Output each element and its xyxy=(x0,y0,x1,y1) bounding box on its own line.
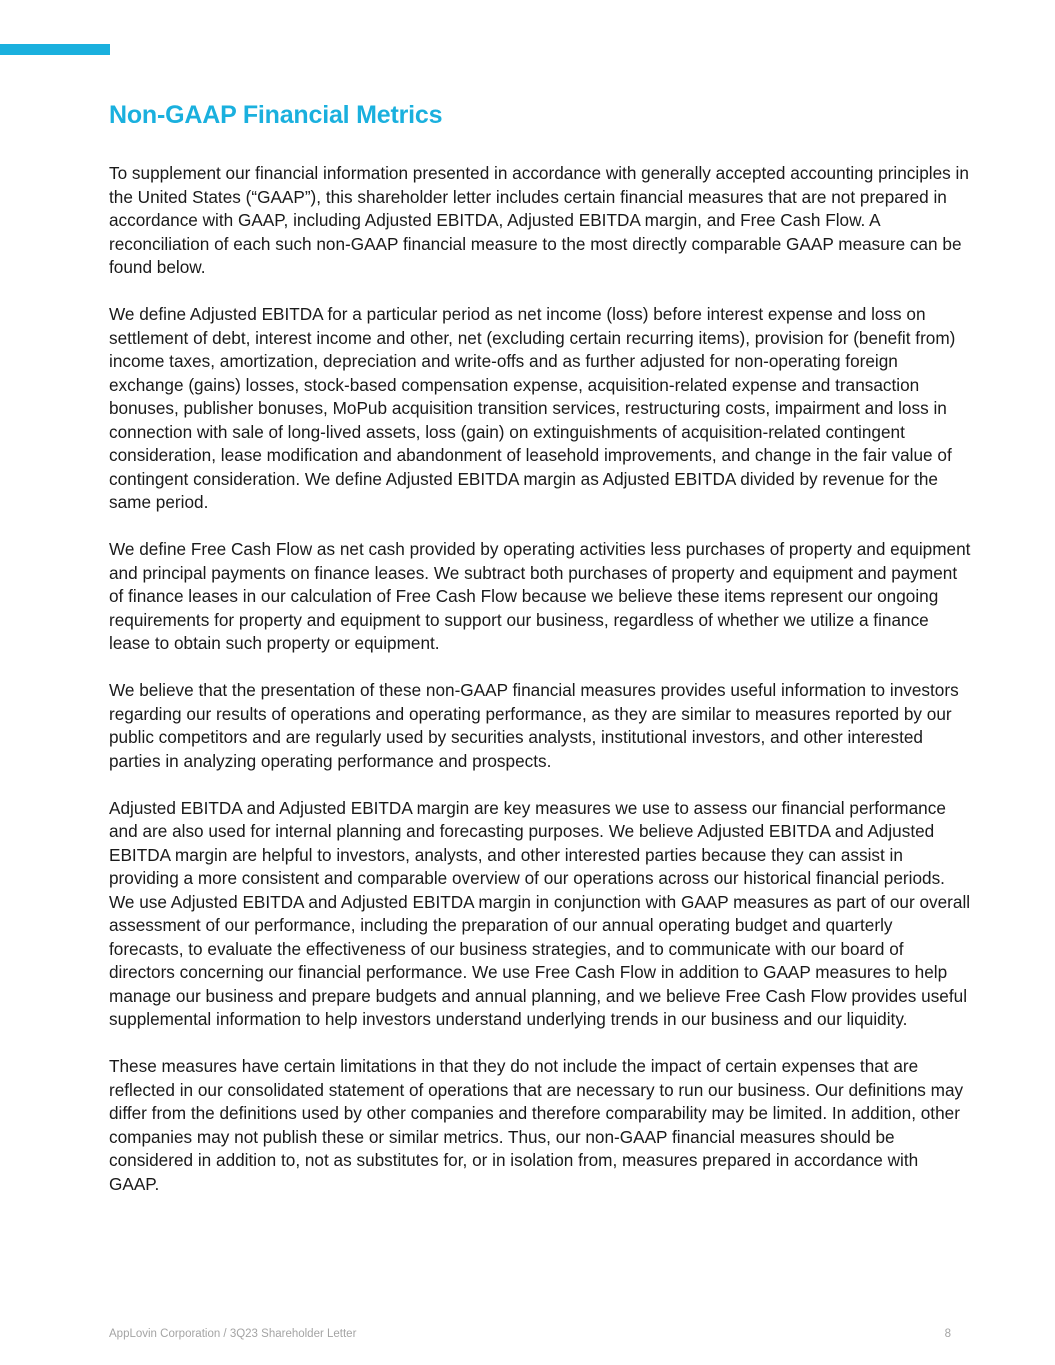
section-title: Non-GAAP Financial Metrics xyxy=(109,101,443,129)
page-number: 8 xyxy=(944,1328,951,1340)
accent-bar xyxy=(0,44,110,55)
paragraph-adjusted-ebitda-definition: We define Adjusted EBITDA for a particular period as net income (loss) before interest expense and loss on settlement of debt, interest income and other, net (excluding certain recurring items), provision for (benefit from) income taxes, amortization, depreciation and write-offs and as further adjusted for non-operating foreign exchange (gains) losses, stock-based compensation expense, acquisition-related expense and transaction bonuses, publisher bonuses, MoPub acquisition transition services, restructuring costs, impairment and loss in connection with sale of long-lived assets, loss (gain) on extinguishments of acquisition-related contingent consideration, lease modification and abandonment of leasehold improvements, and change in the fair value of contingent consideration. We define Adjusted EBITDA margin as Adjusted EBITDA divided by revenue for the same period. xyxy=(109,304,956,512)
footer-company-title: AppLovin Corporation / 3Q23 Shareholder Letter xyxy=(109,1328,357,1340)
page-content xyxy=(109,98,971,1220)
paragraph-intro: To supplement our financial information presented in accordance with generally accepted accounting principles in the United States (“GAAP”), this shareholder letter includes certain financial measures that are not prepared in accordance with GAAP, including Adjusted EBITDA, Adjusted EBITDA margin, and Free Cash Flow. A reconciliation of each such non-GAAP financial measure to the most directly comparable GAAP measure can be found below. xyxy=(109,163,969,277)
paragraph-key-measures: Adjusted EBITDA and Adjusted EBITDA margin are key measures we use to assess our financial performance and are also used for internal planning and forecasting purposes. We believe Adjusted EBITDA and Adjusted EBITDA margin are helpful to investors, analysts, and other interested parties because they can assist in providing a more consistent and comparable overview of our operations across our historical financial periods. We use Adjusted EBITDA and Adjusted EBITDA margin in conjunction with GAAP measures as part of our overall assessment of our performance, including the preparation of our annual operating budget and quarterly forecasts, to evaluate the effectiveness of our business strategies, and to communicate with our board of directors concerning our financial performance. We use Free Cash Flow in addition to GAAP measures to help manage our business and prepare budgets and annual planning, and we believe Free Cash Flow provides useful supplemental information to help investors understand underlying trends in our business and our liquidity. xyxy=(109,797,971,1029)
paragraph-limitations: These measures have certain limitations in that they do not include the impact of certain expenses that are reflected in our consolidated statement of operations that are necessary to run our business. Our definitions may differ from the definitions used by other companies and therefore comparability may be limited. In addition, other companies may not publish these or similar metrics. Thus, our non-GAAP financial measures should be considered in addition to, not as substitutes for, or in isolation from, measures prepared in accordance with GAAP. xyxy=(109,1056,964,1194)
paragraph-usefulness: We believe that the presentation of these non-GAAP financial measures provides useful information to investors regarding our results of operations and operating performance, as they are similar to measures reported by our public competitors and are regularly used by securities analysts, institutional investors, and other interested parties in analyzing operating performance and prospects. xyxy=(109,680,959,771)
paragraph-free-cash-flow-definition: We define Free Cash Flow as net cash provided by operating activities less purchases of property and equipment and principal payments on finance leases. We subtract both purchases of property and equipment and payment of finance leases in our calculation of Free Cash Flow because we believe these items represent our ongoing requirements for property and equipment to support our business, regardless of whether we utilize a finance lease to obtain such property or equipment. xyxy=(109,539,971,653)
